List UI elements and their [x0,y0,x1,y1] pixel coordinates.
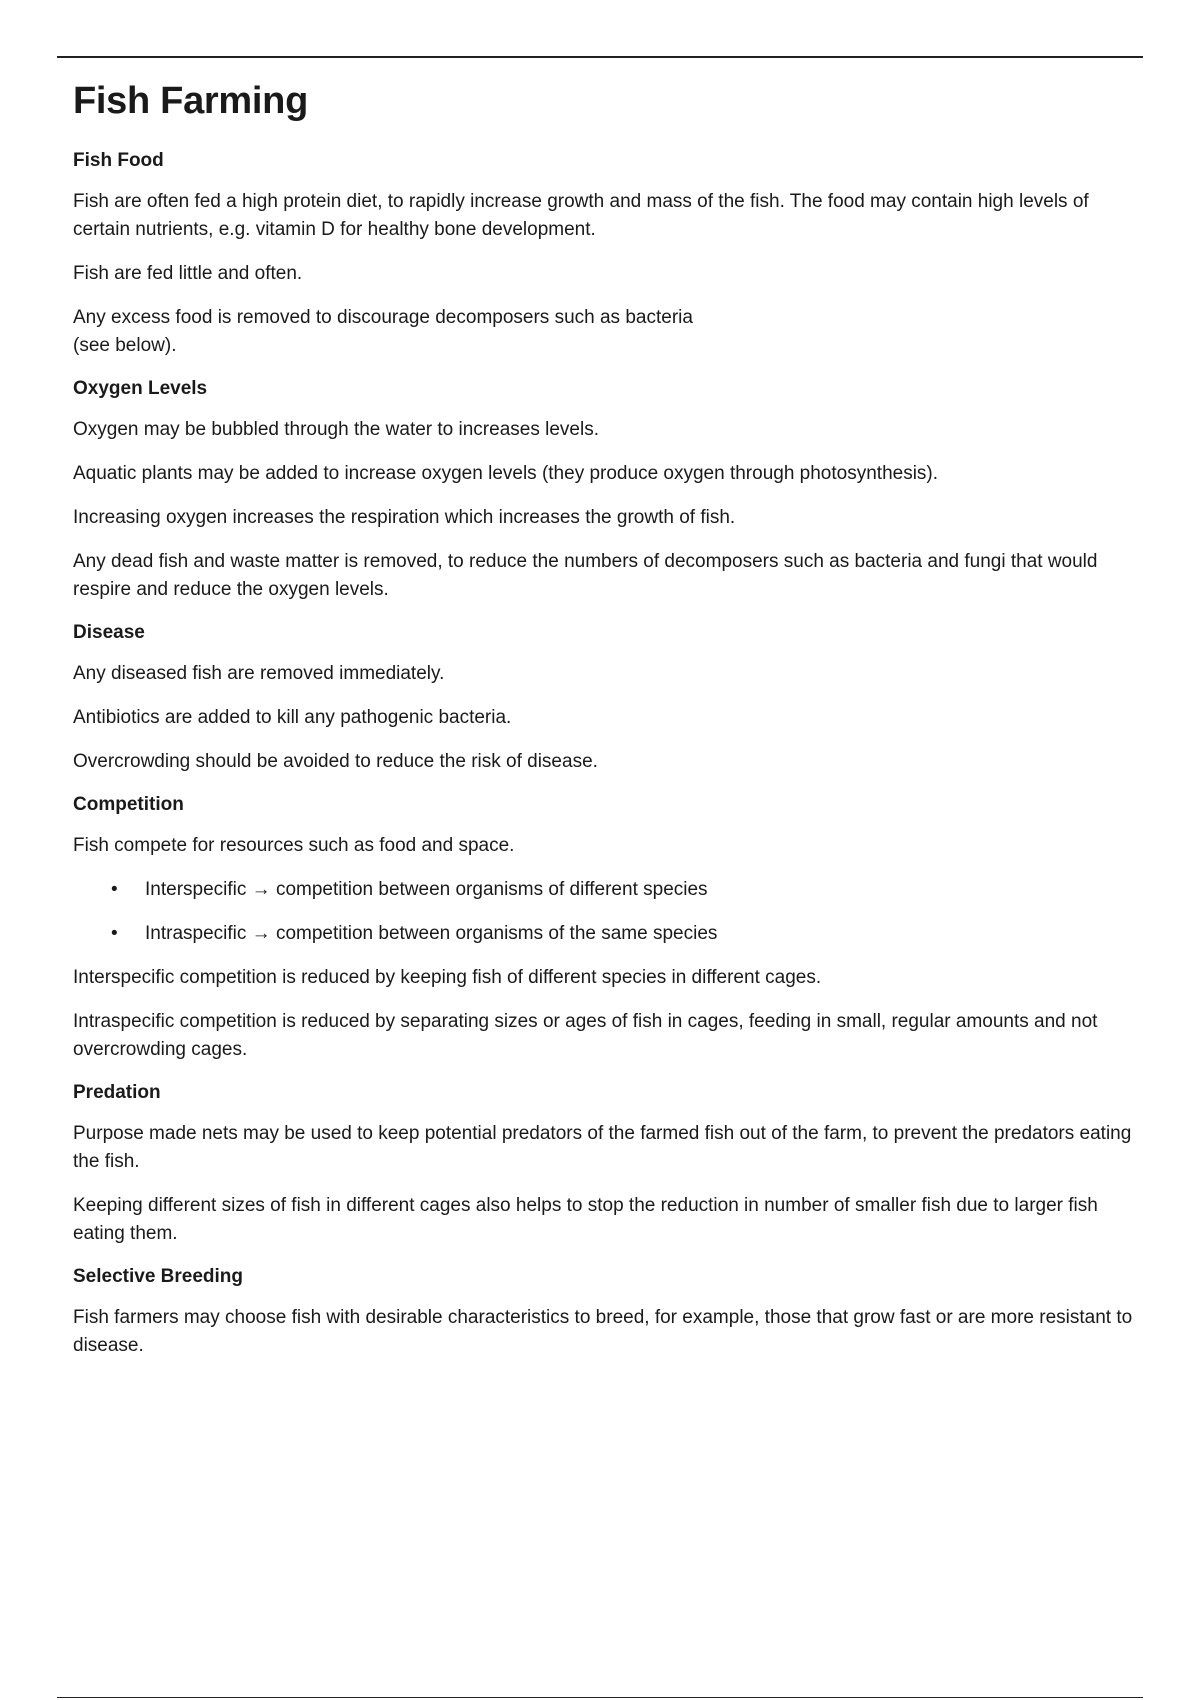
page-title: Fish Farming [73,80,308,122]
heading-predation: Predation [73,1082,161,1103]
document-body [73,76,1135,1376]
list-item-term: Interspecific [145,879,247,900]
list-item [73,876,1135,904]
list-item-desc: competition between organisms of the same species [275,923,718,944]
paragraph: Keeping different sizes of fish in different cages also helps to stop the reduction in number of smaller fish due to larger fish eating them. [73,1195,1098,1244]
list-item [73,920,1135,948]
heading-selective-breeding: Selective Breeding [73,1266,244,1287]
heading-oxygen-levels: Oxygen Levels [73,378,208,399]
paragraph: Increasing oxygen increases the respiration which increases the growth of fish. [73,507,736,528]
paragraph: Fish are often fed a high protein diet, to rapidly increase growth and mass of the fish. The food may contain high levels of certain nutrients, e.g. vitamin D for healthy bone development. [73,191,1089,240]
list-item-term: Intraspecific [145,923,247,944]
paragraph: Purpose made nets may be used to keep potential predators of the farmed fish out of the farm, to prevent the predators eating the fish. [73,1123,1132,1172]
list-item-desc: competition between organisms of different species [275,879,708,900]
paragraph: Antibiotics are added to kill any pathogenic bacteria. [73,707,512,728]
paragraph-line: (see below). [73,335,177,356]
competition-list [73,876,1135,948]
paragraph: Overcrowding should be avoided to reduce the risk of disease. [73,751,598,772]
paragraph-line: Any excess food is removed to discourage decomposers such as bacteria [73,307,693,328]
paragraph: Interspecific competition is reduced by keeping fish of different species in different cages. [73,967,822,988]
paragraph: Aquatic plants may be added to increase oxygen levels (they produce oxygen through photosynthesis). [73,463,939,484]
heading-disease: Disease [73,622,145,643]
paragraph: Oxygen may be bubbled through the water to increases levels. [73,419,599,440]
bottom-rule [57,1697,1143,1698]
top-rule [57,56,1143,58]
paragraph [73,304,1135,360]
heading-fish-food: Fish Food [73,150,164,171]
paragraph: Intraspecific competition is reduced by separating sizes or ages of fish in cages, feeding in small, regular amounts and not overcrowding cages. [73,1011,1098,1060]
heading-competition: Competition [73,794,184,815]
arrow-right-icon: → [251,879,271,900]
arrow-right-icon: → [251,923,271,944]
paragraph: Fish compete for resources such as food and space. [73,835,515,856]
paragraph: Any dead fish and waste matter is removed, to reduce the numbers of decomposers such as bacteria and fungi that would respire and reduce the oxygen levels. [73,551,1098,600]
paragraph: Any diseased fish are removed immediately. [73,663,445,684]
paragraph: Fish are fed little and often. [73,263,303,284]
paragraph: Fish farmers may choose fish with desirable characteristics to breed, for example, those that grow fast or are more resistant to disease. [73,1307,1133,1356]
